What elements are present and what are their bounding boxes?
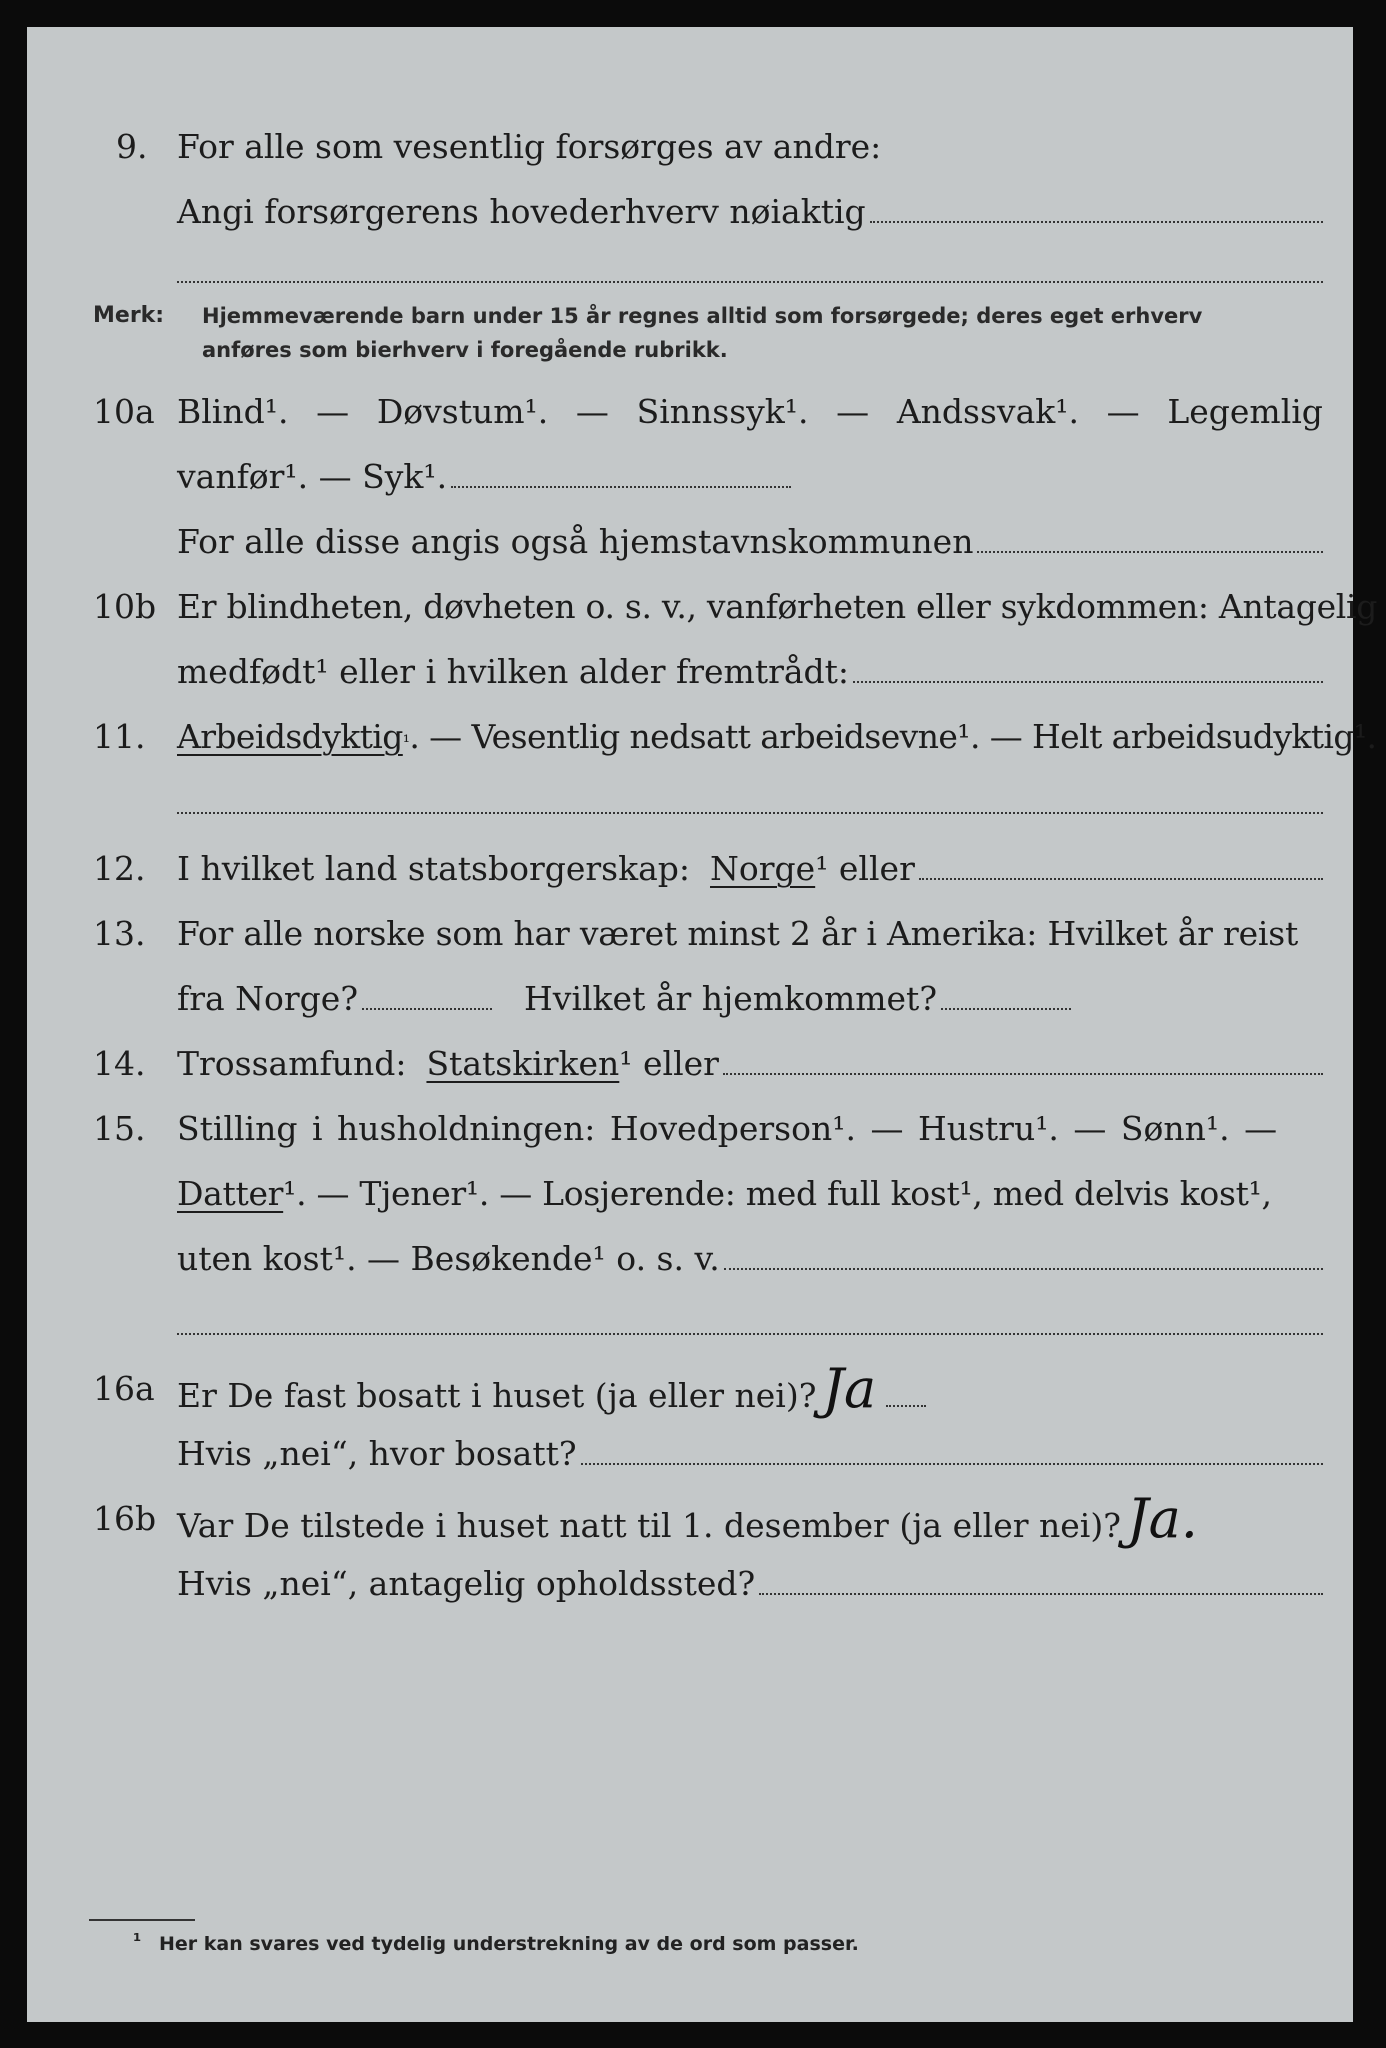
q12-number: 12. [93,849,146,888]
q16b-line1 [177,1487,1204,1550]
q10a-dash: — [836,392,870,431]
q10a-hjemstavn-prompt: For alle disse angis også hjemstavnskommunen [177,522,974,561]
q13-hjemkommet-field[interactable] [941,1008,1071,1010]
q10a-option-sinnssyk: Sinnssyk¹. [636,392,809,431]
q10a-dash: — [316,392,350,431]
q11-other-options: . — Vesentlig nedsatt arbeidsevne¹. — Helt arbeidsudyktig¹. [409,717,1377,756]
q16a-bosatt-field[interactable] [581,1463,1323,1465]
q10a-option-andssvak: Andssvak¹. [896,392,1079,431]
q11-line: Arbeidsdyktig ¹ . — Vesentlig nedsatt arbeidsevne¹. — Helt arbeidsudyktig¹. [177,717,1377,756]
q10a-option-dovstum: Døvstum¹. [376,392,549,431]
q15-answer-datter[interactable]: Datter [177,1174,284,1213]
footnote-text: Her kan svares ved tydelig understrekning av de ord som passer. [159,1933,859,1955]
q11-option-arbeidsdyktig[interactable]: Arbeidsdyktig [177,717,403,756]
q10a-line3 [177,522,1323,562]
q10a-hjemstavn-field[interactable] [977,551,1323,553]
q10a-dash: — [575,392,609,431]
q14-other-field[interactable] [723,1073,1323,1075]
q10a-option-vanfor-syk: vanfør¹. — Syk¹. [177,457,448,496]
q10a-line2 [177,457,791,497]
q16b-prompt: Var De tilstede i huset natt til 1. desember (ja eller nei)? [177,1506,1121,1545]
q9-extra-line[interactable] [177,281,1323,283]
q11-number: 11. [93,717,146,756]
q10a-line1 [177,392,1323,432]
q15-line3 [177,1239,1323,1279]
q15-number: 15. [93,1109,146,1148]
q9-question: For alle som vesentlig forsørges av andre: [177,127,882,166]
q15-extra-line[interactable] [177,1333,1323,1335]
q9-prompt: Angi forsørgerens hovederhverv nøiaktig [177,192,866,231]
q15-line1: Stilling i husholdningen: Hovedperson¹. — Hustru¹. — Sønn¹. — [177,1109,1278,1148]
q9-answer-row [177,192,1323,232]
q12-eller: ¹ eller [815,849,915,888]
q13-reist-field[interactable] [362,1008,492,1010]
q13-hjemkommet-prompt: Hvilket år hjemkommet? [524,979,938,1018]
q14-line [177,1044,1323,1084]
q10a-syk-field[interactable] [451,486,791,488]
footnote-rule [89,1919,195,1921]
q16a-line2 [177,1434,1323,1474]
q13-line1: For alle norske som har været minst 2 år i Amerika: Hvilket år reist [177,914,1299,953]
q10b-answer-field[interactable] [853,681,1323,683]
q14-prompt: Trossamfund: [177,1044,407,1083]
merk-line2: anføres som bierhverv i foregående rubrikk. [202,338,728,362]
q9-answer-field[interactable] [870,221,1323,223]
q16a-line1 [177,1357,926,1420]
q16a-answer-field[interactable] [886,1405,926,1407]
footnote-mark: ¹ [133,1930,142,1952]
q12-answer-norge[interactable]: Norge [710,849,816,888]
q16a-handwritten-answer[interactable]: Ja [822,1357,877,1420]
q10a-option-blind: Blind¹. [177,392,289,431]
q16b-opholdssted-prompt: Hvis „nei“, antagelig opholdssted? [177,1564,756,1603]
q16b-opholdssted-field[interactable] [759,1593,1323,1595]
q15-line2-options: ¹. — Tjener¹. — Losjerende: med full kost¹, med delvis kost¹, [283,1174,1272,1213]
q16b-line2 [177,1564,1323,1604]
q16b-number: 16b [93,1499,157,1538]
merk-label: Merk: [93,303,165,328]
q16a-number: 16a [93,1369,155,1408]
q10a-option-legemlig: Legemlig [1167,392,1323,431]
q14-number: 14. [93,1044,146,1083]
q15-line2 [177,1174,1272,1214]
q10b-line2 [177,652,1323,692]
q14-answer-statskirken[interactable]: Statskirken [426,1044,620,1083]
q16a-bosatt-prompt: Hvis „nei“, hvor bosatt? [177,1434,577,1473]
merk-line1: Hjemmeværende barn under 15 år regnes alltid som forsørgede; deres eget erhverv [202,304,1203,328]
q14-eller: ¹ eller [619,1044,719,1083]
q15-other-field[interactable] [724,1268,1323,1270]
q10b-number: 10b [93,587,157,626]
q16b-handwritten-answer[interactable]: Ja. [1126,1487,1198,1550]
q13-number: 13. [93,914,146,953]
q9-number: 9. [116,127,148,166]
q11-extra-line[interactable] [177,812,1323,814]
q15-line3-options: uten kost¹. — Besøkende¹ o. s. v. [177,1239,720,1278]
q12-other-field[interactable] [919,878,1323,880]
q10b-prompt: medfødt¹ eller i hvilken alder fremtrådt: [177,652,850,691]
q10a-number: 10a [93,392,155,431]
q12-line [177,849,1323,889]
census-form-page [27,27,1378,2022]
q10a-dash: — [1106,392,1140,431]
q16a-prompt: Er De fast bosatt i huset (ja eller nei)? [177,1376,817,1415]
q10b-line1: Er blindheten, døvheten o. s. v., vanførheten eller sykdommen: Antagelig [177,587,1378,626]
q13-line2 [177,979,1071,1019]
q12-prompt: I hvilket land statsborgerskap: [177,849,691,888]
q13-reist-prompt: fra Norge? [177,979,359,1018]
